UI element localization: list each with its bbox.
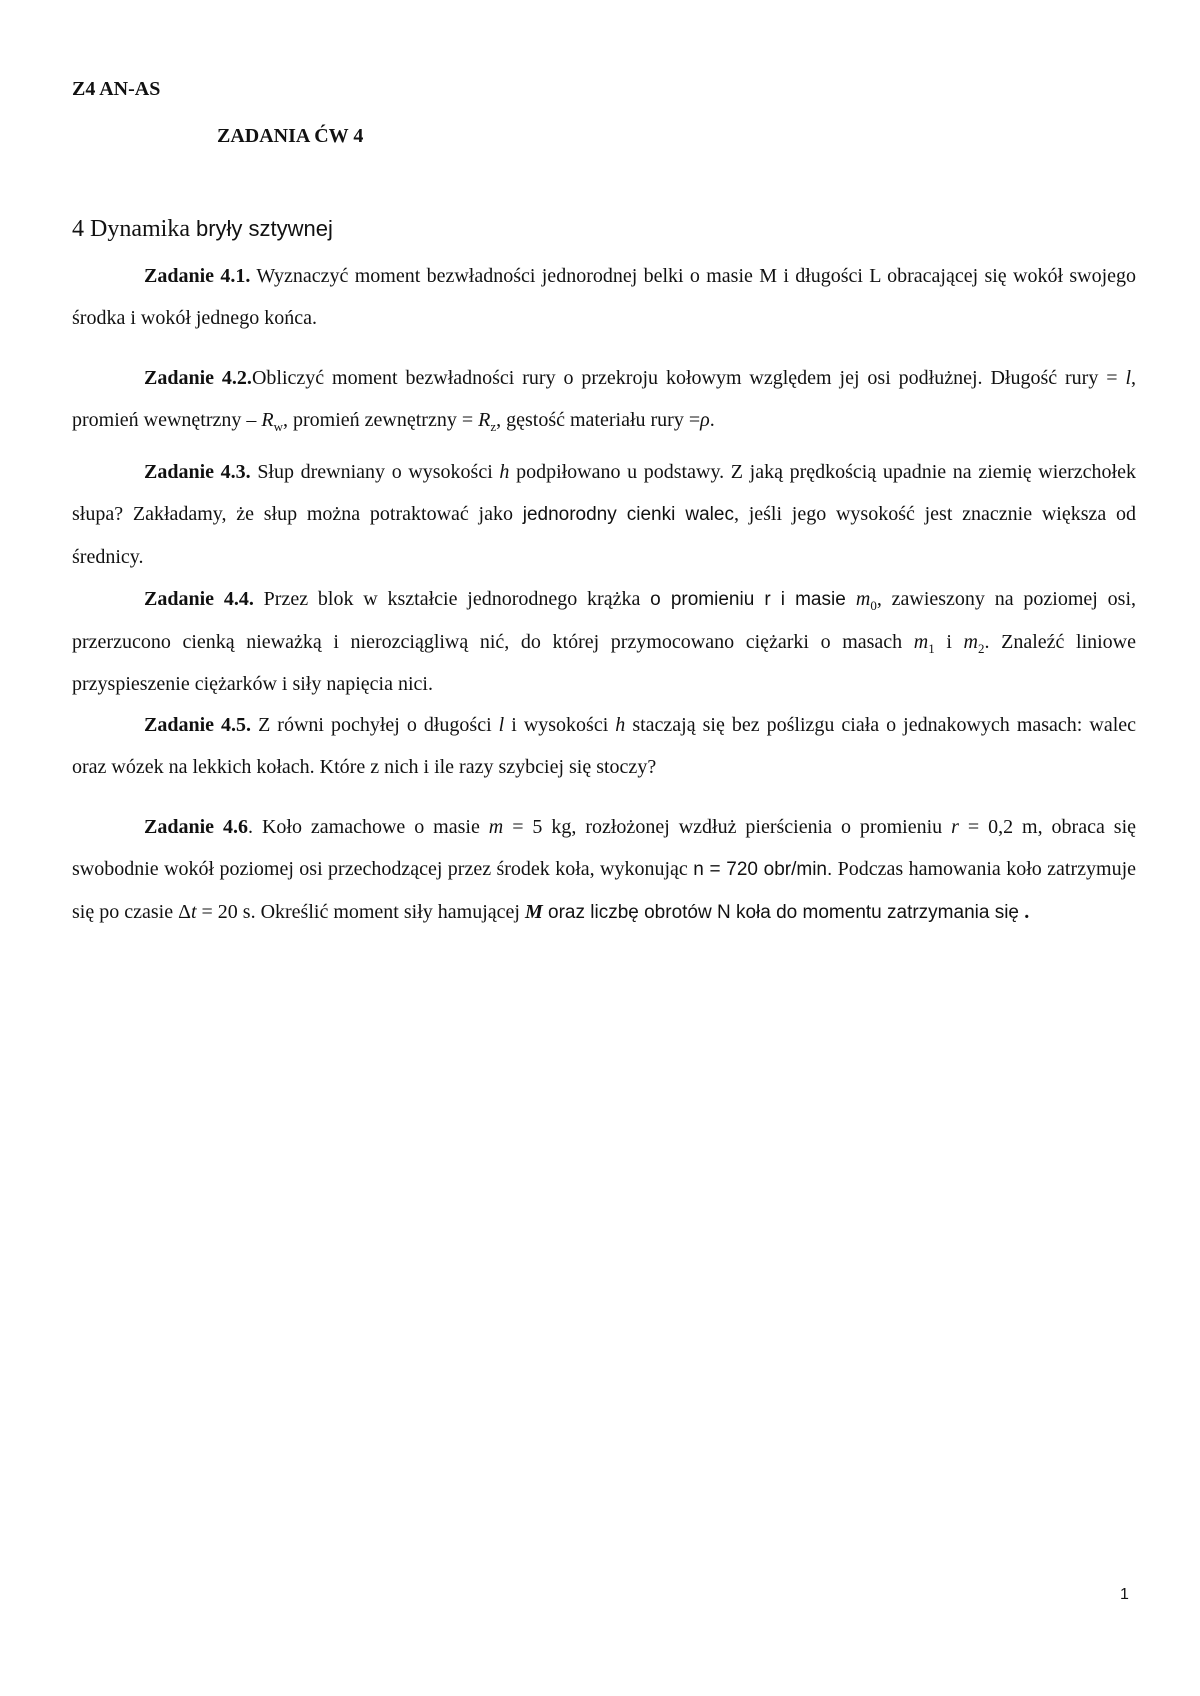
task-paragraph	[72, 451, 1136, 578]
var-moment: M	[524, 901, 543, 923]
task-text: Obliczyć moment bezwładności rury o przekroju kołowym względem jej osi podłużnej. Długość rury =	[251, 367, 1126, 389]
page-number: 1	[1120, 1586, 1129, 1603]
task-4-5	[72, 704, 1136, 788]
task-text: , gęstość materiału rury =	[496, 409, 701, 431]
task-label: Zadanie 4.5.	[144, 714, 252, 736]
task-label: Zadanie 4.1.	[144, 265, 251, 287]
task-text: . Znaleźć liniowe przyspieszenie ciężarków i siły napięcia nici.	[72, 631, 1136, 695]
task-text: .	[709, 409, 715, 431]
task-paragraph	[72, 704, 1136, 788]
task-text: = 20 s. Określić moment siły hamującej	[196, 901, 525, 923]
subscript-1: 1	[928, 641, 935, 656]
task-text: , jeśli jego wysokość jest znacznie większa od średnicy.	[72, 503, 1136, 568]
task-4-4	[72, 578, 1136, 705]
task-4-6	[72, 806, 1136, 934]
var-density: ρ	[700, 409, 710, 431]
task-text: Podczas hamowania koło zatrzymuje się po czasie Δ	[72, 858, 1136, 923]
task-paragraph	[72, 357, 1136, 441]
var-length: l	[498, 714, 505, 736]
task-text: Wyznaczyć moment bezwładności jednorodnej belki o masie M i długości L obracającej się wokół swojego środka i wokół jednego końca.	[72, 265, 1136, 329]
task-paragraph	[72, 806, 1136, 934]
task-text: i masie	[770, 589, 856, 610]
task-text: , promień wewnętrzny –	[72, 367, 1136, 431]
task-text: Przez blok w kształcie jednorodnego krążka	[253, 588, 651, 610]
var-mass-2: m	[963, 631, 978, 653]
task-4-3	[72, 451, 1136, 578]
task-text: . Koło zamachowe o masie	[247, 816, 489, 838]
var-outer-radius: R	[478, 409, 491, 431]
task-paragraph	[72, 578, 1136, 705]
section-title	[72, 214, 333, 244]
task-text: oraz liczbę obrotów N koła do momentu zatrzymania się	[542, 902, 1025, 923]
task-text: , promień zewnętrzny =	[283, 409, 479, 431]
section-title-end: bryły sztywnej	[195, 216, 333, 241]
task-text: i	[934, 631, 964, 653]
task-text: podpiłowano u podstawy. Z jaką prędkością upadnie na ziemię wierzchołek słupa? Zakładamy, że słup można potraktować jako	[72, 461, 1136, 525]
task-label: Zadanie 4.2.	[144, 367, 252, 389]
task-text: .	[1024, 901, 1030, 923]
var-time: t	[190, 901, 197, 923]
task-text: , zawieszony na poziomej osi, przerzucono cienką nieważką i nierozciągliwą nić, do której przymocowano ciężarki o masach	[72, 588, 1137, 653]
var-inner-radius: R	[261, 409, 274, 431]
task-text: o promieniu r	[650, 589, 771, 610]
var-mass-1: m	[913, 631, 929, 653]
var-height: h	[499, 461, 510, 483]
document-title: ZADANIA ĆW 4	[217, 125, 364, 147]
task-text: jednorodny cienki walec	[522, 504, 734, 525]
var-length: l	[1125, 367, 1131, 389]
task-label: Zadanie 4.3.	[144, 461, 251, 483]
var-mass: m	[488, 816, 504, 838]
var-mass-0: m	[855, 588, 871, 610]
task-text: = 5 kg, rozłożonej wzdłuż pierścienia o promieniu	[503, 816, 952, 838]
task-paragraph	[72, 255, 1136, 339]
subscript-0: 0	[870, 598, 877, 613]
task-text: staczają się bez poślizgu ciała o jednakowych masach: walec oraz wózek na lekkich kołach. Które z nich i ile razy szybciej się stoczy?	[72, 714, 1137, 778]
document-code: Z4 AN-AS	[72, 78, 161, 100]
subscript-w: w	[273, 419, 283, 434]
section-title-start: 4 Dynamika	[72, 216, 190, 242]
task-label: Zadanie 4.6	[144, 816, 248, 838]
task-4-2	[72, 357, 1136, 441]
subscript-2: 2	[978, 641, 985, 656]
var-height: h	[615, 714, 626, 736]
subscript-z: z	[490, 419, 497, 434]
task-text: = 0,2 m, obraca się swobodnie wokół poziomej osi przechodzącej przez środek koła, wykonując	[72, 816, 1136, 880]
task-text: Słup drewniany o wysokości	[250, 461, 500, 483]
task-text: n = 720 obr/min.	[693, 859, 833, 880]
task-label: Zadanie 4.4.	[144, 588, 254, 610]
task-text: Z równi pochyłej o długości	[251, 714, 499, 736]
task-text: i wysokości	[504, 714, 616, 736]
var-radius: r	[951, 816, 959, 838]
task-4-1	[72, 255, 1136, 339]
